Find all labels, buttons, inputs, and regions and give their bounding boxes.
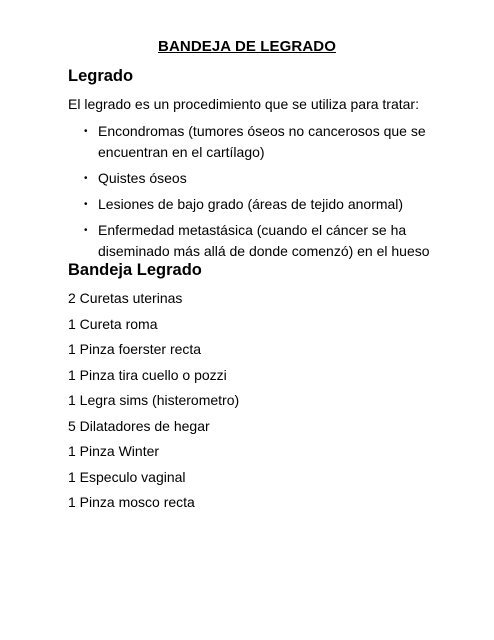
conditions-list <box>68 121 468 267</box>
bullet-icon: • <box>84 225 88 236</box>
document-title: BANDEJA DE LEGRADO <box>158 38 336 55</box>
list-item-text: Lesiones de bajo grado (áreas de tejido anormal) <box>98 196 404 212</box>
list-item <box>68 194 468 215</box>
tray-item: 1 Pinza mosco recta <box>68 494 195 510</box>
intro-paragraph: El legrado es un procedimiento que se utiliza para tratar: <box>68 96 419 112</box>
bullet-icon: • <box>84 199 88 210</box>
list-item <box>68 121 468 163</box>
tray-item: 5 Dilatadores de hegar <box>68 417 210 434</box>
bullet-icon: • <box>84 126 88 137</box>
tray-item: 2 Curetas uterinas <box>68 290 183 306</box>
tray-item: 1 Pinza Winter <box>68 443 160 459</box>
tray-item: 1 Especulo vaginal <box>68 468 186 485</box>
tray-items-list <box>68 288 468 518</box>
list-item <box>68 220 468 262</box>
section-heading-legrado: Legrado <box>68 67 134 85</box>
bullet-icon: • <box>84 173 88 184</box>
section-heading-bandeja: Bandeja Legrado <box>68 261 202 279</box>
tray-item: 1 Pinza foerster recta <box>68 341 202 357</box>
list-item <box>68 168 468 189</box>
list-item-text: Quistes óseos <box>98 170 187 186</box>
tray-item: 1 Cureta roma <box>68 315 158 332</box>
list-item-text: Encondromas (tumores óseos no cancerosos que se encuentran en el cartílago) <box>98 123 426 160</box>
tray-item: 1 Pinza tira cuello o pozzi <box>68 366 227 383</box>
tray-item: 1 Legra sims (histerometro) <box>68 392 240 408</box>
list-item-text: Enfermedad metastásica (cuando el cáncer se ha diseminado más allá de donde comenzó) en el hueso <box>98 222 430 259</box>
